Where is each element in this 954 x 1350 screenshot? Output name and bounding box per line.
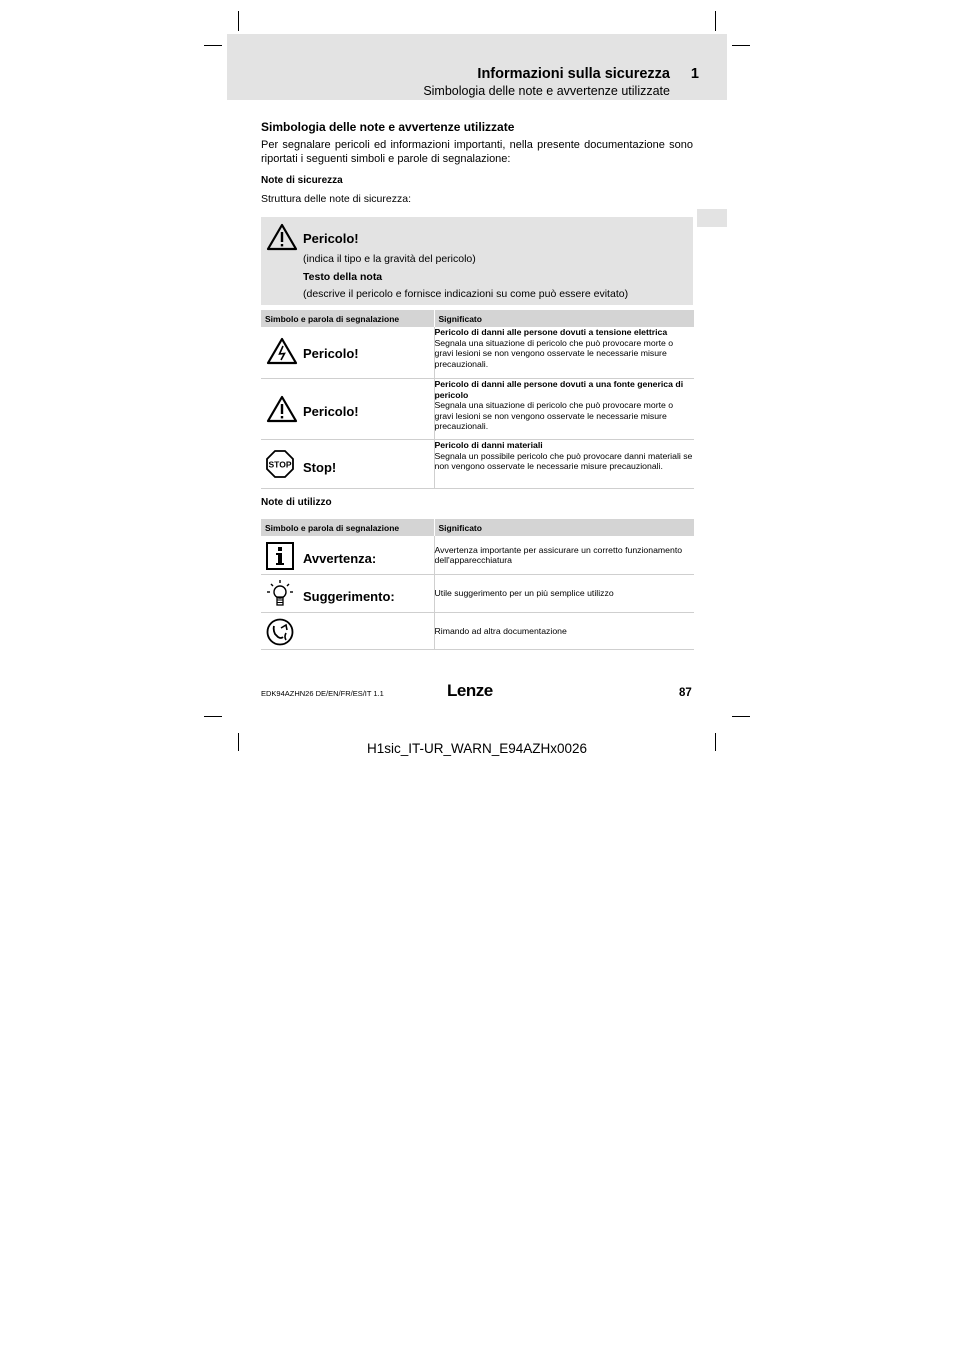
table-row [261,536,694,575]
meaning-text: Segnala una situazione di pericolo che può provocare morte o gravi lesioni se non vengono osservate le necessarie misure precauzionali. [434,400,674,431]
note-type-line: (indica il tipo e la gravità del pericolo) [303,253,476,265]
page-number: 87 [679,687,692,699]
crop-mark [204,45,222,46]
information-icon [266,542,294,575]
column-header: Simbolo e parola di segnalazione [261,310,434,327]
signal-word: Suggerimento: [303,589,395,604]
safety-symbols-table [261,310,694,489]
meaning-text: Segnala una situazione di pericolo che può provocare morte o gravi lesioni se non vengono osservate le necessarie misure precauzionali. [434,337,674,369]
page-header [227,34,727,100]
meaning-text: Utile suggerimento per un più semplice utilizzo [434,575,694,613]
chapter-number: 1 [690,66,699,82]
crop-mark [204,716,222,717]
signal-word: Avvertenza: [303,551,377,566]
meaning-text: Avvertenza importante per assicurare un corretto funzionamento dell'apparecchiatura [434,536,694,575]
table-row [261,575,694,613]
crop-mark [715,11,716,31]
column-header: Significato [434,519,694,536]
intro-paragraph: Per segnalare pericoli ed informazioni importanti, nella presente documentazione sono riportati i seguenti simboli e parole di segnalazione: [261,139,693,165]
stop-icon [266,450,294,483]
reference-icon [266,618,294,651]
meaning-title: Pericolo di danni alle persone dovuti a tensione elettrica [434,327,668,337]
meaning-title: Pericolo di danni alle persone dovuti a una fonte generica di pericolo [434,379,684,400]
general-hazard-icon [266,223,298,256]
crop-mark [732,716,750,717]
lightbulb-icon [266,579,294,614]
table-header-row [261,310,694,327]
section-title: Simbologia delle note e avvertenze utilizzate [261,120,515,134]
document-code: EDK94AZHN26 DE/EN/FR/ES/IT 1.1 [261,689,384,698]
chapter-title: Informazioni sulla sicurezza [477,66,670,82]
signal-word: Pericolo! [303,231,359,246]
table-row [261,379,694,440]
signal-word: Stop! [303,460,337,475]
safety-notes-heading: Note di sicurezza [261,175,343,186]
chapter-subtitle: Simbologia delle note e avvertenze utilizzate [423,84,670,98]
chapter-tab [697,209,727,227]
meaning-text: Rimando ad altra documentazione [434,613,694,650]
structure-label: Struttura delle note di sicurezza: [261,193,411,205]
note-description-line: (descrive il pericolo e fornisce indicazioni su come può essere evitato) [303,288,629,300]
signal-word: Pericolo! [303,404,359,419]
general-hazard-icon [266,395,298,428]
svg-text:STOP: STOP [268,459,292,470]
usage-notes-heading: Note di utilizzo [261,497,332,508]
crop-mark [238,11,239,31]
crop-mark [732,45,750,46]
table-row [261,327,694,379]
electric-hazard-icon [266,337,298,370]
safety-note-example [261,217,693,305]
signal-word: Pericolo! [303,346,359,361]
file-caption: H1sic_IT-UR_WARN_E94AZHx0026 [366,741,588,756]
table-header-row [261,519,694,536]
meaning-text: Segnala un possibile pericolo che può provocare danni materiali se non vengono osservate le necessarie misure precauzionali. [434,450,693,471]
lenze-logo: Lenze [447,681,493,700]
meaning-title: Pericolo di danni materiali [434,440,543,450]
column-header: Significato [434,310,694,327]
table-row [261,613,694,650]
usage-symbols-table [261,519,694,650]
column-header: Simbolo e parola di segnalazione [261,519,434,536]
table-row [261,440,694,489]
note-text-label: Testo della nota [303,271,383,283]
